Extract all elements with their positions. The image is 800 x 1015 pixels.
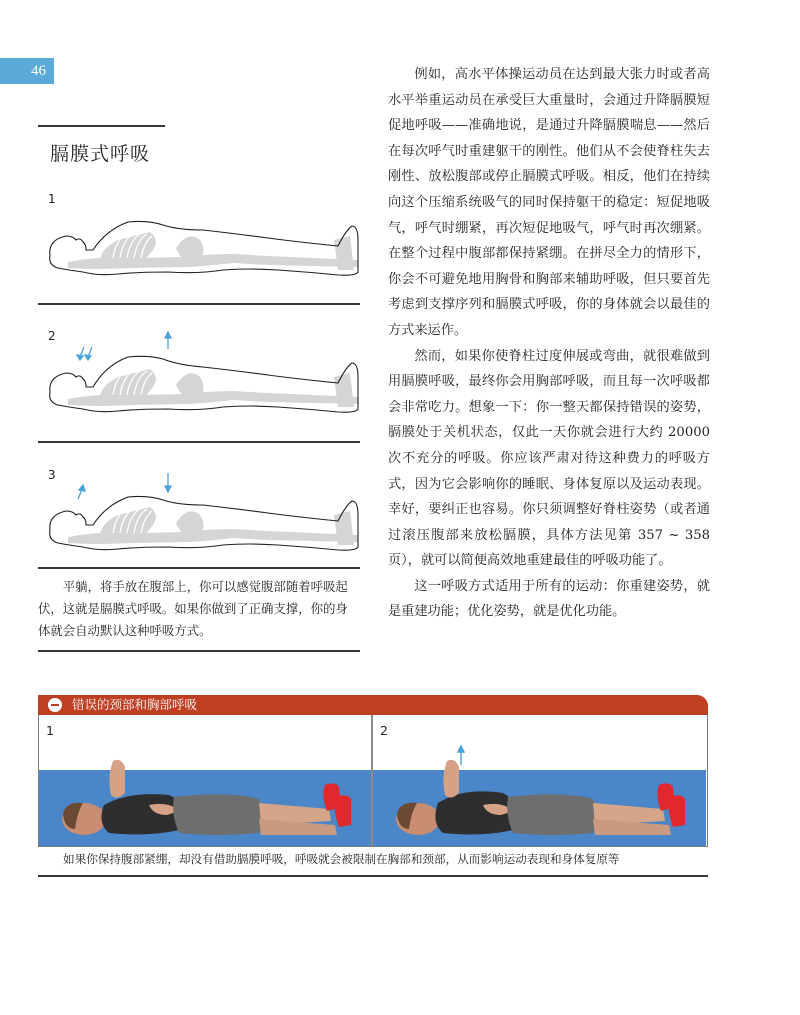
warning-box-title: 错误的颈部和胸部呼吸 <box>72 697 198 712</box>
minus-circle-icon <box>48 698 62 712</box>
nose-inhale-arrows <box>77 347 92 360</box>
chest-rise-arrow <box>458 746 464 765</box>
belly-fall-arrow <box>165 473 171 492</box>
figure-label: 3 <box>48 468 56 482</box>
figure-caption: 平躺，将手放在腹部上，你可以感觉腹部随着呼吸起伏，这就是膈膜式呼吸。如果你做到了正确支撑，你的身体就会自动默认这种呼吸方式。 <box>38 579 348 638</box>
figure-3 <box>38 443 360 573</box>
body-paragraph: 这一呼吸方式适用于所有的运动：你重建姿势，就是重建功能；优化姿势，就是优化功能。 <box>388 578 710 620</box>
body-text-column <box>388 62 710 625</box>
figure-caption-top-rule <box>38 567 360 569</box>
body-skeleton-illustration <box>38 325 360 415</box>
photo-label: 2 <box>380 723 388 738</box>
man-lying-photo <box>373 735 706 846</box>
photo-1 <box>39 715 372 846</box>
page-number: 46 <box>0 58 54 84</box>
belly-rise-arrow <box>165 332 171 349</box>
nose-exhale-arrow <box>78 485 85 499</box>
body-skeleton-illustration <box>38 210 360 280</box>
body-paragraph: 然而，如果你使脊柱过度伸展或弯曲，就很难做到用膈膜呼吸，最终你会用胸部呼吸，而且每一次呼吸都会非常吃力。想象一下：你一整天都保持错误的姿势，膈膜处于关机状态，仅此一天你就会进行大约 20000 次不充分的呼吸。你应该严肃对待这种费力的呼吸方式，因为它会影响你的睡眠、身体复原以及运动表现。幸好，要纠正也容易。你只须调整好脊柱姿势（或者通过滚压腹部来放松膈膜，具体方法见第 357 ~ 358 页），就可以简便高效地重建最佳的呼吸功能了。 <box>388 348 710 569</box>
body-paragraph: 例如，高水平体操运动员在达到最大张力时或者高水平举重运动员在承受巨大重量时，会通过升降膈膜短促地呼吸——准确地说，是通过升降膈膜喘息——然后在每次呼气时重建躯干的刚性。他们从不会使脊柱失去刚性、放松腹部或停止膈膜式呼吸。相反，他们在持续向这个压缩系统吸气的同时保持躯干的稳定：短促地吸气，呼气时绷紧，再次短促地吸气，呼气时再次绷紧。在整个过程中腹部都保持紧绷。在拼尽全力的情形下，你会不可避免地用胸骨和胸部来辅助呼吸，但只要首先考虑到支撑序列和膈膜式呼吸，你的身体就会以最佳的方式来运作。 <box>388 67 710 338</box>
photo-label: 1 <box>46 723 54 738</box>
body-skeleton-illustration <box>38 463 360 553</box>
section-title: 膈膜式呼吸 <box>50 143 151 165</box>
figure-label: 1 <box>48 192 56 206</box>
man-lying-photo <box>39 755 372 846</box>
figure-label: 2 <box>48 329 56 343</box>
warning-box-header <box>38 695 708 715</box>
section-title-rule <box>38 125 165 127</box>
warning-box-bottom-rule <box>38 875 708 877</box>
figure-caption-bottom-rule <box>38 650 360 652</box>
figure-2 <box>38 305 360 443</box>
photo-2 <box>373 715 706 846</box>
figure-1 <box>38 185 360 305</box>
skeleton-shape <box>68 232 358 270</box>
warning-box-caption: 如果你保持腹部紧绷，却没有借助膈膜呼吸，呼吸就会被限制在胸部和颈部，从而影响运动表现和身体复原等 <box>63 852 620 866</box>
